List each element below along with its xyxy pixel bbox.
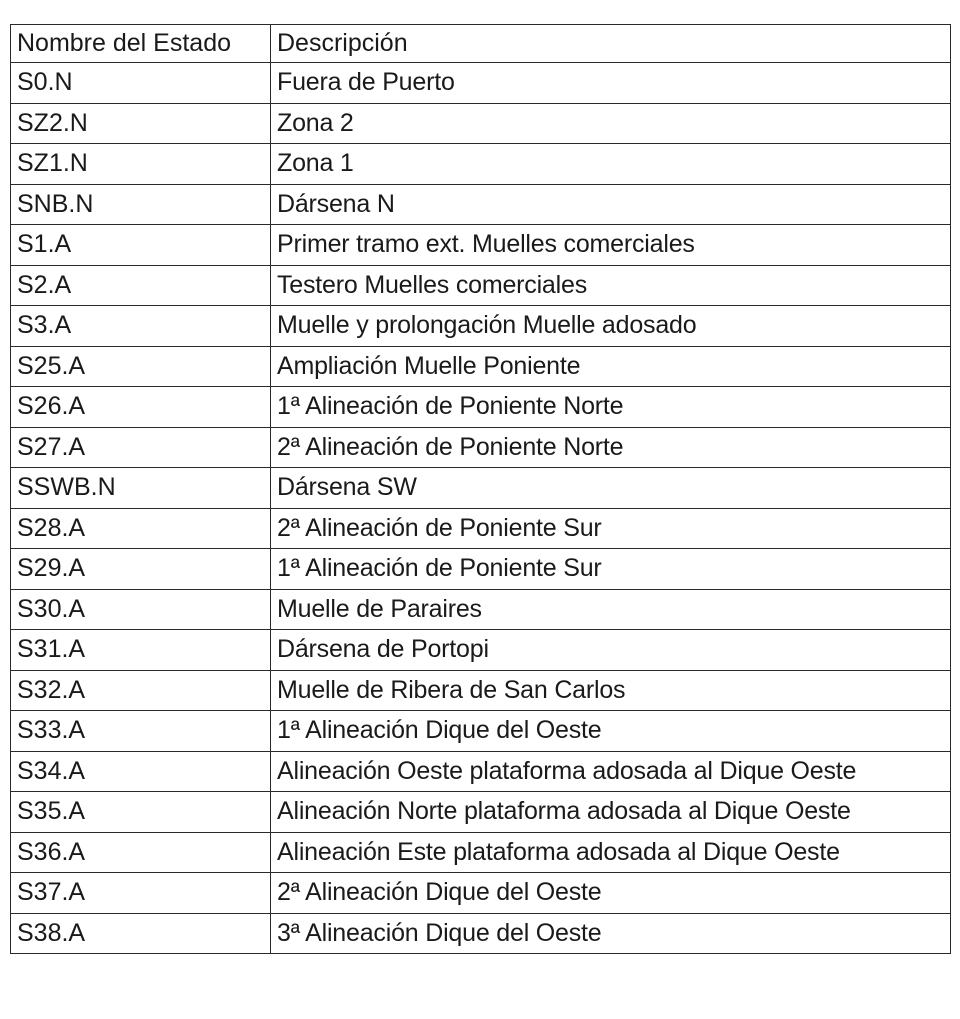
description-cell: Zona 1 xyxy=(271,144,951,185)
header-description: Descripción xyxy=(271,25,951,63)
state-name-cell: S28.A xyxy=(11,508,271,549)
description-cell: Alineación Norte plataforma adosada al Dique Oeste xyxy=(271,792,951,833)
state-name-cell: SZ1.N xyxy=(11,144,271,185)
table-row xyxy=(11,144,951,185)
state-name-cell: S33.A xyxy=(11,711,271,752)
table-row xyxy=(11,346,951,387)
table-row xyxy=(11,630,951,671)
table-row xyxy=(11,670,951,711)
state-name-cell: S36.A xyxy=(11,832,271,873)
header-row xyxy=(11,25,951,63)
table-row xyxy=(11,387,951,428)
description-cell: Dársena de Portopi xyxy=(271,630,951,671)
description-cell: 1ª Alineación de Poniente Norte xyxy=(271,387,951,428)
description-cell: Fuera de Puerto xyxy=(271,63,951,104)
state-name-cell: S31.A xyxy=(11,630,271,671)
description-cell: Muelle de Ribera de San Carlos xyxy=(271,670,951,711)
table-row xyxy=(11,508,951,549)
description-cell: 3ª Alineación Dique del Oeste xyxy=(271,913,951,954)
state-name-cell: SZ2.N xyxy=(11,103,271,144)
state-name-cell: S32.A xyxy=(11,670,271,711)
table-row xyxy=(11,913,951,954)
state-name-cell: S35.A xyxy=(11,792,271,833)
state-name-cell: S1.A xyxy=(11,225,271,266)
description-cell: Dársena SW xyxy=(271,468,951,509)
state-name-cell: S29.A xyxy=(11,549,271,590)
description-cell: Ampliación Muelle Poniente xyxy=(271,346,951,387)
state-name-cell: S0.N xyxy=(11,63,271,104)
state-name-cell: S37.A xyxy=(11,873,271,914)
description-cell: 2ª Alineación de Poniente Sur xyxy=(271,508,951,549)
state-name-cell: S25.A xyxy=(11,346,271,387)
state-name-cell: S3.A xyxy=(11,306,271,347)
description-cell: Muelle de Paraires xyxy=(271,589,951,630)
state-name-cell: SSWB.N xyxy=(11,468,271,509)
table-row xyxy=(11,468,951,509)
state-name-cell: SNB.N xyxy=(11,184,271,225)
description-cell: Testero Muelles comerciales xyxy=(271,265,951,306)
table-row xyxy=(11,63,951,104)
table-row xyxy=(11,103,951,144)
state-name-cell: S26.A xyxy=(11,387,271,428)
description-cell: Zona 2 xyxy=(271,103,951,144)
table-row xyxy=(11,306,951,347)
state-name-cell: S2.A xyxy=(11,265,271,306)
table-row xyxy=(11,589,951,630)
description-cell: Muelle y prolongación Muelle adosado xyxy=(271,306,951,347)
description-cell: 1ª Alineación Dique del Oeste xyxy=(271,711,951,752)
description-cell: Dársena N xyxy=(271,184,951,225)
table-row xyxy=(11,549,951,590)
table-row xyxy=(11,427,951,468)
table-row xyxy=(11,873,951,914)
states-table xyxy=(10,24,951,954)
description-cell: 2ª Alineación de Poniente Norte xyxy=(271,427,951,468)
table-row xyxy=(11,225,951,266)
table-row xyxy=(11,184,951,225)
description-cell: Alineación Oeste plataforma adosada al Dique Oeste xyxy=(271,751,951,792)
table-row xyxy=(11,792,951,833)
table-row xyxy=(11,265,951,306)
description-cell: Alineación Este plataforma adosada al Dique Oeste xyxy=(271,832,951,873)
header-state-name: Nombre del Estado xyxy=(11,25,271,63)
description-cell: 1ª Alineación de Poniente Sur xyxy=(271,549,951,590)
state-name-cell: S34.A xyxy=(11,751,271,792)
state-name-cell: S30.A xyxy=(11,589,271,630)
description-cell: Primer tramo ext. Muelles comerciales xyxy=(271,225,951,266)
description-cell: 2ª Alineación Dique del Oeste xyxy=(271,873,951,914)
table-row xyxy=(11,832,951,873)
table-body xyxy=(11,63,951,954)
table-row xyxy=(11,711,951,752)
state-name-cell: S38.A xyxy=(11,913,271,954)
state-name-cell: S27.A xyxy=(11,427,271,468)
table-row xyxy=(11,751,951,792)
table-header xyxy=(11,25,951,63)
